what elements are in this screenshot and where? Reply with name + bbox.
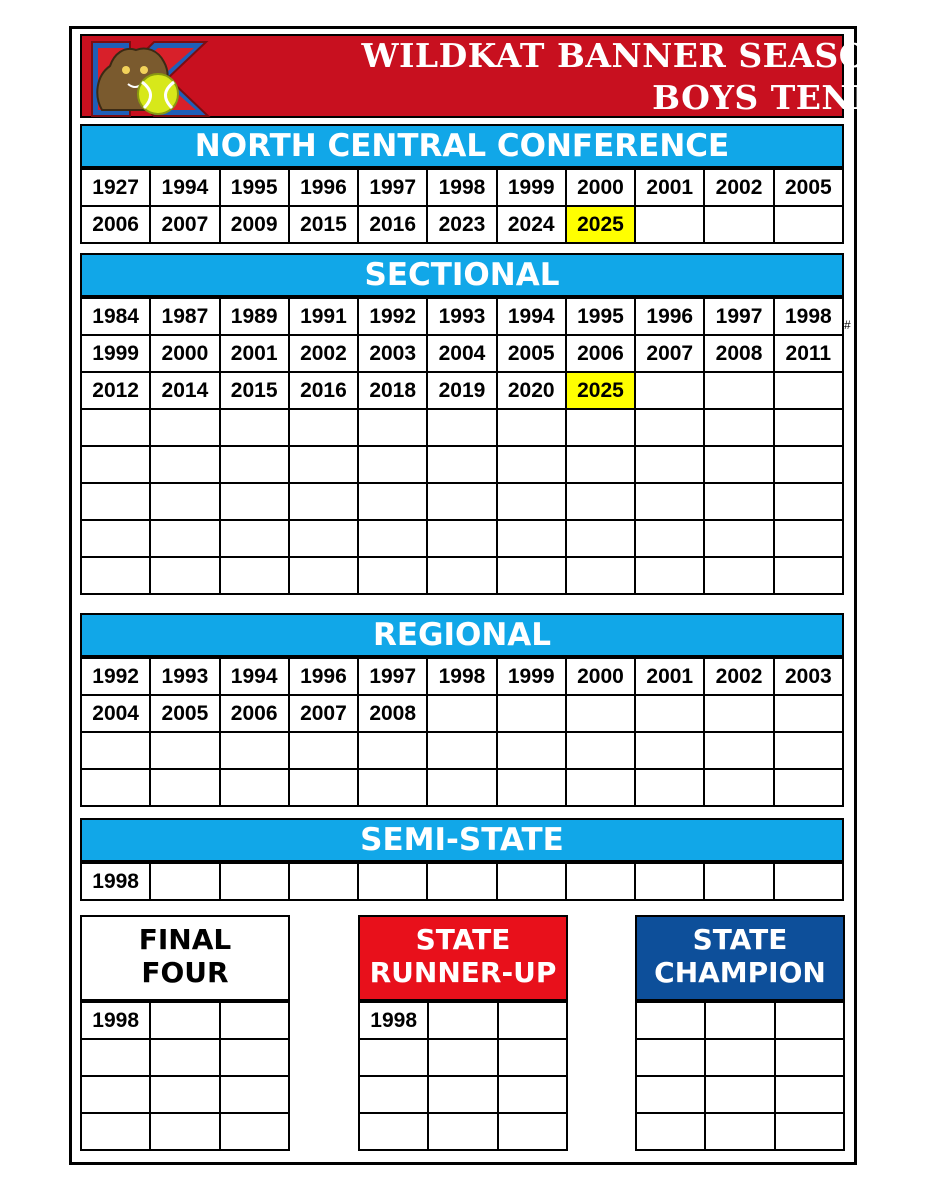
year-cell xyxy=(220,1002,289,1039)
year-cell: 2004 xyxy=(427,335,496,372)
year-cell: 1999 xyxy=(497,169,566,206)
year-cell xyxy=(705,1039,774,1076)
year-cell xyxy=(705,1113,774,1150)
year-cell: 2000 xyxy=(566,169,635,206)
year-cell: 2007 xyxy=(289,695,358,732)
year-cell: 1998 xyxy=(81,1002,150,1039)
section-header: REGIONAL xyxy=(80,613,844,657)
year-cell xyxy=(289,557,358,594)
grid-row xyxy=(81,335,843,372)
years-grid xyxy=(80,657,844,807)
year-cell: 2008 xyxy=(358,695,427,732)
year-cell: 2002 xyxy=(704,658,773,695)
year-cell xyxy=(704,769,773,806)
year-cell xyxy=(289,863,358,900)
grid-row xyxy=(81,1113,289,1150)
year-cell xyxy=(774,409,843,446)
honor-box-title xyxy=(358,915,568,1001)
year-cell xyxy=(566,446,635,483)
year-cell: 1998 xyxy=(359,1002,428,1039)
year-cell xyxy=(427,446,496,483)
year-cell xyxy=(704,695,773,732)
year-cell: 1996 xyxy=(635,298,704,335)
year-cell xyxy=(636,1039,705,1076)
year-cell: 2007 xyxy=(150,206,219,243)
year-cell xyxy=(81,483,150,520)
year-cell xyxy=(774,863,843,900)
years-grid xyxy=(80,297,844,595)
year-cell: 2023 xyxy=(427,206,496,243)
year-cell xyxy=(635,695,704,732)
year-cell xyxy=(427,769,496,806)
honor-box xyxy=(80,915,290,1151)
honor-box-title xyxy=(80,915,290,1001)
honor-grid xyxy=(80,1001,290,1151)
year-cell: 1997 xyxy=(358,169,427,206)
year-cell xyxy=(220,1039,289,1076)
year-cell xyxy=(289,732,358,769)
year-cell: 2011 xyxy=(774,335,843,372)
year-cell: 2006 xyxy=(81,206,150,243)
year-cell: 2019 xyxy=(427,372,496,409)
grid-row xyxy=(636,1113,844,1150)
year-cell xyxy=(774,206,843,243)
grid-row xyxy=(359,1039,567,1076)
year-cell xyxy=(289,520,358,557)
year-cell xyxy=(704,557,773,594)
year-cell xyxy=(81,446,150,483)
year-cell xyxy=(428,1113,497,1150)
year-cell xyxy=(497,446,566,483)
year-cell xyxy=(359,1076,428,1113)
year-cell: 1992 xyxy=(358,298,427,335)
year-cell xyxy=(427,863,496,900)
year-cell xyxy=(150,557,219,594)
year-cell: 2005 xyxy=(774,169,843,206)
year-cell xyxy=(705,1002,774,1039)
year-cell xyxy=(774,769,843,806)
year-cell: 1998 xyxy=(774,298,843,335)
year-cell xyxy=(150,1076,219,1113)
year-cell xyxy=(427,557,496,594)
year-cell: 2002 xyxy=(704,169,773,206)
grid-row xyxy=(359,1002,567,1039)
year-cell xyxy=(704,863,773,900)
year-cell xyxy=(497,695,566,732)
honor-grid xyxy=(635,1001,845,1151)
year-cell xyxy=(635,483,704,520)
year-cell xyxy=(774,520,843,557)
grid-row xyxy=(81,557,843,594)
year-cell xyxy=(81,1076,150,1113)
year-cell xyxy=(81,1113,150,1150)
year-cell: 1984 xyxy=(81,298,150,335)
year-cell xyxy=(636,1076,705,1113)
year-cell xyxy=(150,409,219,446)
year-cell xyxy=(428,1076,497,1113)
year-cell: 2015 xyxy=(289,206,358,243)
year-cell xyxy=(497,520,566,557)
year-cell xyxy=(150,863,219,900)
year-cell xyxy=(427,695,496,732)
grid-row xyxy=(81,206,843,243)
year-cell xyxy=(635,372,704,409)
year-cell xyxy=(497,732,566,769)
honor-box-title-line: RUNNER-UP xyxy=(369,956,557,989)
year-cell xyxy=(220,1076,289,1113)
year-cell xyxy=(150,1113,219,1150)
year-cell xyxy=(497,863,566,900)
year-cell xyxy=(289,769,358,806)
year-cell xyxy=(775,1039,844,1076)
years-grid xyxy=(80,862,844,901)
year-cell xyxy=(289,409,358,446)
year-cell xyxy=(498,1002,567,1039)
year-cell xyxy=(566,520,635,557)
year-cell xyxy=(704,206,773,243)
year-cell: 1989 xyxy=(220,298,289,335)
year-cell: 1927 xyxy=(81,169,150,206)
grid-row xyxy=(359,1076,567,1113)
year-cell xyxy=(359,1113,428,1150)
year-cell xyxy=(497,483,566,520)
year-cell: 1997 xyxy=(704,298,773,335)
year-cell: 2015 xyxy=(220,372,289,409)
honor-box-title-line: CHAMPION xyxy=(654,956,826,989)
year-cell xyxy=(775,1113,844,1150)
section-header: SEMI-STATE xyxy=(80,818,844,862)
banner-title: WILDKAT BANNER SEASONS xyxy=(361,36,923,75)
year-cell: 1996 xyxy=(289,169,358,206)
year-cell: 2000 xyxy=(150,335,219,372)
year-cell xyxy=(774,557,843,594)
year-cell: 1998 xyxy=(81,863,150,900)
year-cell: 1987 xyxy=(150,298,219,335)
honor-grid xyxy=(358,1001,568,1151)
year-cell xyxy=(358,557,427,594)
year-cell xyxy=(635,520,704,557)
year-cell xyxy=(636,1113,705,1150)
year-cell: 2003 xyxy=(358,335,427,372)
years-grid xyxy=(80,168,844,244)
section-header: NORTH CENTRAL CONFERENCE xyxy=(80,124,844,168)
year-cell xyxy=(150,732,219,769)
year-cell: 2016 xyxy=(358,206,427,243)
year-cell: 2014 xyxy=(150,372,219,409)
grid-row xyxy=(81,372,843,409)
year-cell xyxy=(220,483,289,520)
year-cell xyxy=(635,206,704,243)
year-cell xyxy=(427,483,496,520)
overflow-mark: # xyxy=(844,318,851,332)
year-cell: 2001 xyxy=(220,335,289,372)
year-cell: 2024 xyxy=(497,206,566,243)
year-cell xyxy=(358,863,427,900)
year-cell xyxy=(635,769,704,806)
year-cell xyxy=(220,520,289,557)
grid-row xyxy=(636,1039,844,1076)
year-cell: 1992 xyxy=(81,658,150,695)
year-cell xyxy=(635,409,704,446)
year-cell: 1995 xyxy=(566,298,635,335)
year-cell xyxy=(358,483,427,520)
year-cell: 1997 xyxy=(358,658,427,695)
year-cell xyxy=(704,520,773,557)
year-cell xyxy=(358,520,427,557)
year-cell: 2005 xyxy=(497,335,566,372)
year-cell xyxy=(635,863,704,900)
year-cell: 1998 xyxy=(427,169,496,206)
section-header: SECTIONAL xyxy=(80,253,844,297)
grid-row xyxy=(81,769,843,806)
banner-subtitle: BOYS TENNIS xyxy=(652,78,923,117)
year-cell xyxy=(566,557,635,594)
year-cell: 1993 xyxy=(150,658,219,695)
year-cell xyxy=(427,409,496,446)
year-cell: 1994 xyxy=(220,658,289,695)
year-cell xyxy=(498,1039,567,1076)
year-cell: 2025 xyxy=(566,206,635,243)
grid-row xyxy=(636,1076,844,1113)
year-cell xyxy=(566,483,635,520)
grid-row xyxy=(81,446,843,483)
year-cell: 2007 xyxy=(635,335,704,372)
honor-box-title-line: STATE xyxy=(692,923,788,956)
year-cell xyxy=(358,409,427,446)
year-cell xyxy=(774,695,843,732)
grid-row xyxy=(81,298,843,335)
year-cell xyxy=(428,1002,497,1039)
year-cell xyxy=(81,732,150,769)
year-cell xyxy=(774,372,843,409)
year-cell xyxy=(220,732,289,769)
year-cell xyxy=(498,1076,567,1113)
year-cell xyxy=(566,732,635,769)
grid-row xyxy=(81,658,843,695)
year-cell xyxy=(358,446,427,483)
year-cell xyxy=(220,1113,289,1150)
grid-row xyxy=(81,483,843,520)
year-cell: 1995 xyxy=(220,169,289,206)
honor-box-title-line: FOUR xyxy=(141,956,229,989)
year-cell xyxy=(358,732,427,769)
year-cell: 1993 xyxy=(427,298,496,335)
year-cell: 2004 xyxy=(81,695,150,732)
year-cell xyxy=(566,695,635,732)
year-cell xyxy=(220,863,289,900)
year-cell: 2006 xyxy=(220,695,289,732)
year-cell xyxy=(498,1113,567,1150)
year-cell xyxy=(289,446,358,483)
year-cell: 2001 xyxy=(635,658,704,695)
year-cell: 2020 xyxy=(497,372,566,409)
grid-row xyxy=(359,1113,567,1150)
year-cell: 2005 xyxy=(150,695,219,732)
year-cell xyxy=(81,557,150,594)
year-cell xyxy=(81,520,150,557)
honor-box-title-line: FINAL xyxy=(138,923,232,956)
honor-box xyxy=(635,915,845,1151)
year-cell xyxy=(81,1039,150,1076)
year-cell xyxy=(150,483,219,520)
grid-row xyxy=(81,1076,289,1113)
year-cell xyxy=(150,520,219,557)
year-cell xyxy=(427,732,496,769)
year-cell xyxy=(774,732,843,769)
year-cell xyxy=(220,769,289,806)
year-cell: 2025 xyxy=(566,372,635,409)
year-cell xyxy=(497,769,566,806)
year-cell xyxy=(150,769,219,806)
year-cell xyxy=(775,1002,844,1039)
year-cell: 2006 xyxy=(566,335,635,372)
logo-letter: K xyxy=(84,36,85,37)
year-cell: 1991 xyxy=(289,298,358,335)
grid-row xyxy=(81,863,843,900)
year-cell: 2012 xyxy=(81,372,150,409)
year-cell: 2001 xyxy=(635,169,704,206)
year-cell xyxy=(150,446,219,483)
year-cell: 1998 xyxy=(427,658,496,695)
year-cell xyxy=(220,409,289,446)
year-cell xyxy=(427,520,496,557)
year-cell xyxy=(497,409,566,446)
year-cell xyxy=(150,1039,219,1076)
year-cell: 1996 xyxy=(289,658,358,695)
year-cell xyxy=(358,769,427,806)
year-cell: 1994 xyxy=(497,298,566,335)
year-cell xyxy=(566,863,635,900)
year-cell: 2008 xyxy=(704,335,773,372)
grid-row xyxy=(81,409,843,446)
year-cell xyxy=(704,409,773,446)
year-cell: 2018 xyxy=(358,372,427,409)
year-cell xyxy=(704,446,773,483)
year-cell xyxy=(220,446,289,483)
year-cell xyxy=(775,1076,844,1113)
year-cell xyxy=(566,409,635,446)
wildkat-tennis-logo xyxy=(84,36,212,118)
year-cell xyxy=(774,446,843,483)
grid-row xyxy=(81,695,843,732)
year-cell xyxy=(428,1039,497,1076)
year-cell xyxy=(81,409,150,446)
year-cell xyxy=(705,1076,774,1113)
year-cell xyxy=(635,557,704,594)
year-cell xyxy=(704,483,773,520)
year-cell xyxy=(635,446,704,483)
year-cell xyxy=(635,732,704,769)
year-cell: 2009 xyxy=(220,206,289,243)
year-cell xyxy=(220,557,289,594)
year-cell xyxy=(704,372,773,409)
year-cell: 1999 xyxy=(497,658,566,695)
year-cell: 2016 xyxy=(289,372,358,409)
year-cell xyxy=(81,769,150,806)
honor-box-title-line: STATE xyxy=(415,923,511,956)
year-cell xyxy=(636,1002,705,1039)
year-cell: 2003 xyxy=(774,658,843,695)
grid-row xyxy=(81,732,843,769)
grid-row xyxy=(81,1002,289,1039)
year-cell: 2002 xyxy=(289,335,358,372)
year-cell: 1999 xyxy=(81,335,150,372)
grid-row xyxy=(636,1002,844,1039)
year-cell xyxy=(497,557,566,594)
grid-row xyxy=(81,169,843,206)
year-cell: 2000 xyxy=(566,658,635,695)
year-cell xyxy=(566,769,635,806)
year-cell xyxy=(774,483,843,520)
year-cell xyxy=(289,483,358,520)
grid-row xyxy=(81,1039,289,1076)
year-cell: 1994 xyxy=(150,169,219,206)
honor-box xyxy=(358,915,568,1151)
year-cell xyxy=(150,1002,219,1039)
honor-box-title xyxy=(635,915,845,1001)
year-cell xyxy=(704,732,773,769)
year-cell xyxy=(359,1039,428,1076)
grid-row xyxy=(81,520,843,557)
